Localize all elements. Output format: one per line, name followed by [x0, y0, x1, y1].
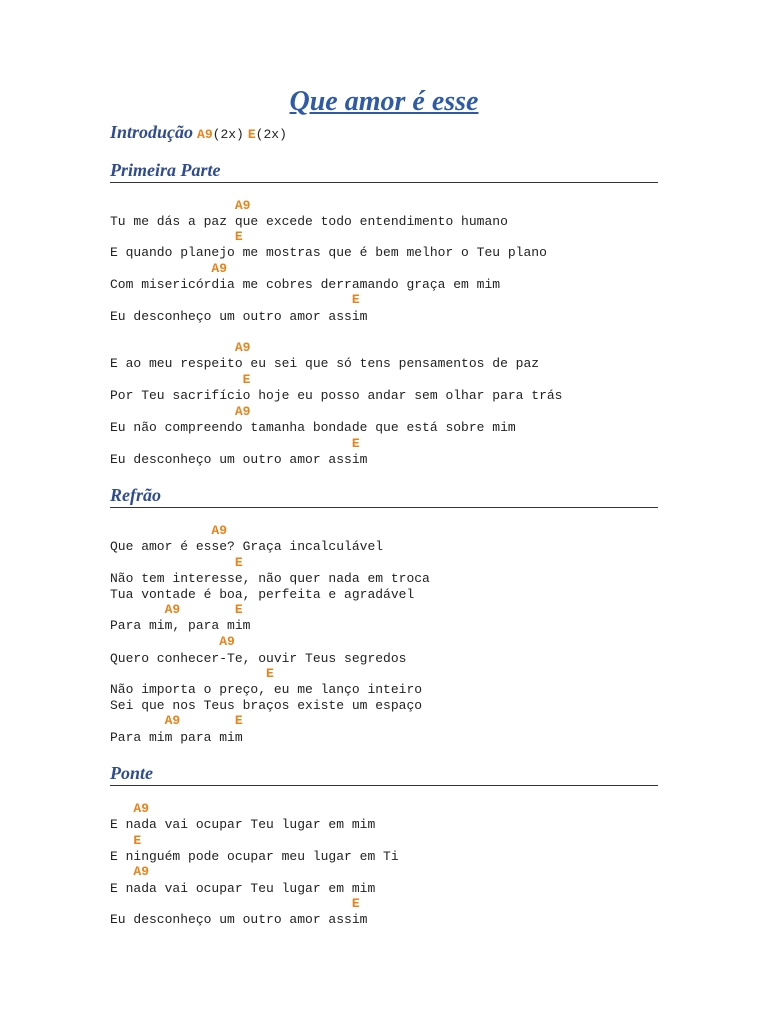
lyric-line: Eu desconheço um outro amor assim [110, 309, 368, 324]
intro-row [110, 120, 287, 144]
chord-line: E [110, 292, 360, 307]
chord-line: E [110, 372, 251, 387]
section-divider [110, 182, 658, 183]
lyric-line: Não tem interesse, não quer nada em troca [110, 571, 430, 586]
lyric-line: Tu me dás a paz que excede todo entendimento humano [110, 214, 508, 229]
chord-line: A9 [110, 523, 228, 538]
lyric-line: Eu desconheço um outro amor assim [110, 452, 368, 467]
lyric-line: Com misericórdia me cobres derramando graça em mim [110, 277, 501, 292]
chord-line: E [110, 229, 243, 244]
chord-line: E [110, 896, 360, 911]
chord-line: E [110, 666, 274, 681]
lyric-line: E quando planejo me mostras que é bem melhor o Teu plano [110, 245, 547, 260]
chord-line: A9 [110, 261, 228, 276]
lyric-line: E ninguém pode ocupar meu lugar em Ti [110, 849, 399, 864]
chord-line: A9 E [110, 713, 243, 728]
lyric-line: Por Teu sacrifício hoje eu posso andar sem olhar para trás [110, 388, 563, 403]
chord-line: A9 [110, 198, 251, 213]
lyric-line: E nada vai ocupar Teu lugar em mim [110, 881, 376, 896]
chord-line: A9 [110, 864, 150, 879]
section-heading-ponte: Ponte [110, 763, 153, 783]
lyric-line: Sei que nos Teus braços existe um espaço [110, 698, 423, 713]
lyric-line: Que amor é esse? Graça incalculável [110, 539, 384, 554]
lyric-line: Não importa o preço, eu me lanço inteiro [110, 682, 423, 697]
intro-repeat-1: (2x) [212, 127, 244, 142]
lyric-line: E ao meu respeito eu sei que só tens pensamentos de paz [110, 356, 540, 371]
chord-line: E [110, 436, 360, 451]
chord-line: E [110, 833, 142, 848]
lyric-line: Tua vontade é boa, perfeita e agradável [110, 587, 415, 602]
chord-line: A9 [110, 634, 235, 649]
lyric-line: Para mim, para mim [110, 618, 251, 633]
intro-chord-a9: A9 [197, 127, 213, 142]
lyric-line: Eu desconheço um outro amor assim [110, 912, 368, 927]
lyric-line: Quero conhecer-Te, ouvir Teus segredos [110, 651, 407, 666]
song-title: Que amor é esse [289, 86, 479, 117]
section-heading-refrao: Refrão [110, 485, 161, 505]
chord-line: A9 [110, 801, 150, 816]
chord-line: A9 [110, 340, 251, 355]
lyric-line: Eu não compreendo tamanha bondade que está sobre mim [110, 420, 516, 435]
section-divider [110, 785, 658, 786]
section-heading-primeira-parte: Primeira Parte [110, 160, 221, 180]
intro-repeat-2: (2x) [255, 127, 287, 142]
chord-line: E [110, 555, 243, 570]
intro-chord-e: E [247, 127, 256, 142]
chord-line: A9 [110, 404, 251, 419]
lyric-line: Para mim para mim [110, 730, 243, 745]
section-divider [110, 507, 658, 508]
intro-label: Introdução [110, 122, 194, 142]
chord-line: A9 E [110, 602, 243, 617]
lyric-line: E nada vai ocupar Teu lugar em mim [110, 817, 376, 832]
